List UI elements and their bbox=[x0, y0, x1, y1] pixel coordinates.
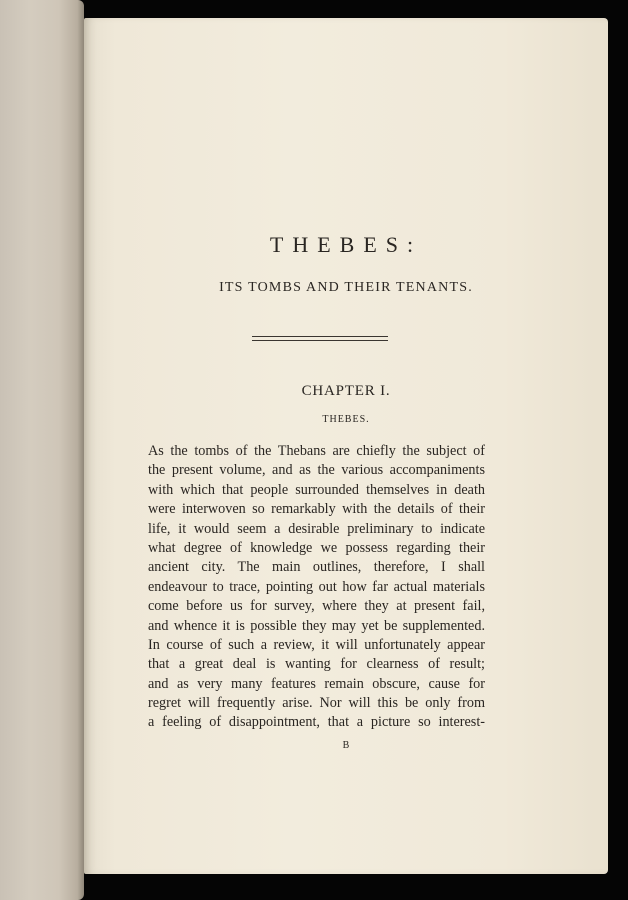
body-line: ancient city. The main outlines, therefore, I shall bbox=[148, 559, 485, 576]
body-line: regret will frequently arise. Nor will this be only from bbox=[148, 695, 485, 712]
section-heading: THEBES. bbox=[322, 414, 370, 425]
body-line: come before us for survey, where they at present fail, bbox=[148, 598, 485, 615]
body-line: that a great deal is wanting for clearness of result; bbox=[148, 656, 485, 673]
double-rule-divider bbox=[252, 336, 388, 341]
chapter-heading: CHAPTER I. bbox=[301, 383, 391, 399]
body-line: and as very many features remain obscure, cause for bbox=[148, 675, 485, 692]
body-line: endeavour to trace, pointing out how far actual materials bbox=[148, 578, 485, 595]
page-title: THEBES: bbox=[269, 232, 423, 257]
body-text bbox=[148, 442, 485, 733]
body-line: were interwoven so remarkably with the details of their bbox=[148, 501, 485, 518]
body-line: with which that people surrounded themselves in death bbox=[148, 481, 485, 498]
left-page-edge bbox=[0, 0, 84, 900]
signature-mark: B bbox=[342, 740, 350, 751]
book-page bbox=[84, 18, 608, 874]
body-line: In course of such a review, it will unfortunately appear bbox=[148, 636, 485, 653]
page-subtitle: ITS TOMBS AND THEIR TENANTS. bbox=[219, 280, 473, 295]
body-line: a feeling of disappointment, that a picture so interest- bbox=[148, 714, 485, 731]
body-line: and whence it is possible they may yet be supplemented. bbox=[148, 617, 485, 634]
body-line: As the tombs of the Thebans are chiefly the subject of bbox=[148, 443, 485, 459]
body-line: life, it would seem a desirable preliminary to indicate bbox=[148, 520, 485, 537]
body-line: the present volume, and as the various accompaniments bbox=[148, 462, 485, 479]
body-line: what degree of knowledge we possess regarding their bbox=[148, 539, 485, 556]
